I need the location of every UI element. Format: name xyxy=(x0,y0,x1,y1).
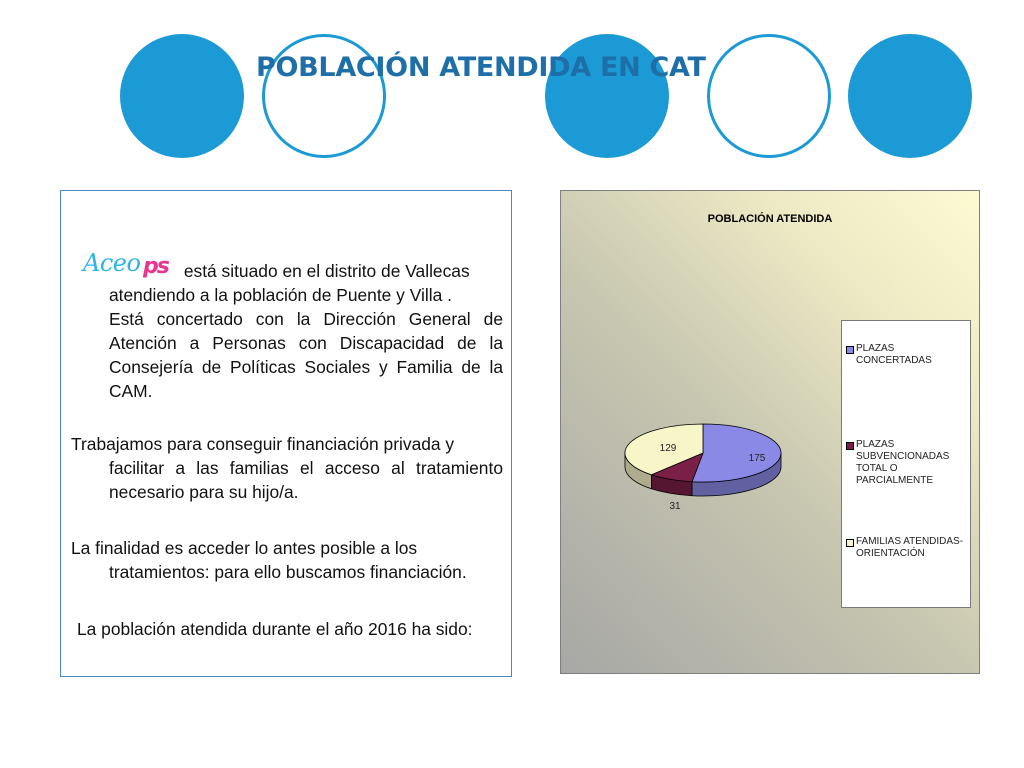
legend-entry-1 xyxy=(846,343,970,367)
data-label-1: 175 xyxy=(748,453,766,464)
paragraph-population: La población atendida durante el año 2016 ha sido: xyxy=(77,619,473,639)
legend-swatch-1 xyxy=(846,346,854,354)
legend-label-2: PLAZAS SUBVENCIONADAS TOTAL O PARCIALMENTE xyxy=(856,439,950,486)
slide-title: POBLACIÓN ATENDIDA EN CAT xyxy=(256,52,706,83)
paragraph-goal xyxy=(71,536,503,584)
pie-chart-panel xyxy=(560,190,980,674)
paragraph-funding xyxy=(71,432,503,504)
goal-continuation: tratamientos: para ello buscamos financiación. xyxy=(109,562,467,582)
data-label-2: 31 xyxy=(669,501,681,512)
funding-continuation: facilitar a las familias el acceso al tratamiento necesario para su hijo/a. xyxy=(109,458,503,502)
legend-label-1: PLAZAS CONCERTADAS xyxy=(856,343,932,366)
intro-first-line: está situado en el distrito de Vallecas xyxy=(183,261,470,281)
goal-first-line: La finalidad es acceder lo antes posible a los xyxy=(71,538,418,558)
funding-first-line: Trabajamos para conseguir financiación privada y xyxy=(71,434,455,454)
intro-continuation: atendiendo a la población de Puente y Villa . xyxy=(109,285,452,305)
decor-circle-1 xyxy=(120,34,244,158)
paragraph-intro xyxy=(71,249,503,403)
intro-agreement: Está concertado con la Dirección General de Atención a Personas con Discapacidad de la Consejería de Políticas Sociales y Familia de la CAM. xyxy=(109,309,503,401)
decor-circle-5 xyxy=(848,34,972,158)
legend-swatch-2 xyxy=(846,442,854,450)
legend-entry-3 xyxy=(846,536,970,560)
decor-circle-4 xyxy=(707,34,831,158)
description-text-box xyxy=(60,190,512,677)
legend-label-3: FAMILIAS ATENDIDAS- ORIENTACIÓN xyxy=(856,536,964,559)
legend-entry-2 xyxy=(846,439,970,487)
chart-title: POBLACIÓN ATENDIDA xyxy=(707,213,833,225)
chart-legend xyxy=(841,320,971,608)
data-label-3: 129 xyxy=(659,443,677,454)
legend-swatch-3 xyxy=(846,539,854,547)
aceops-logo: Aceo ps xyxy=(83,249,168,279)
